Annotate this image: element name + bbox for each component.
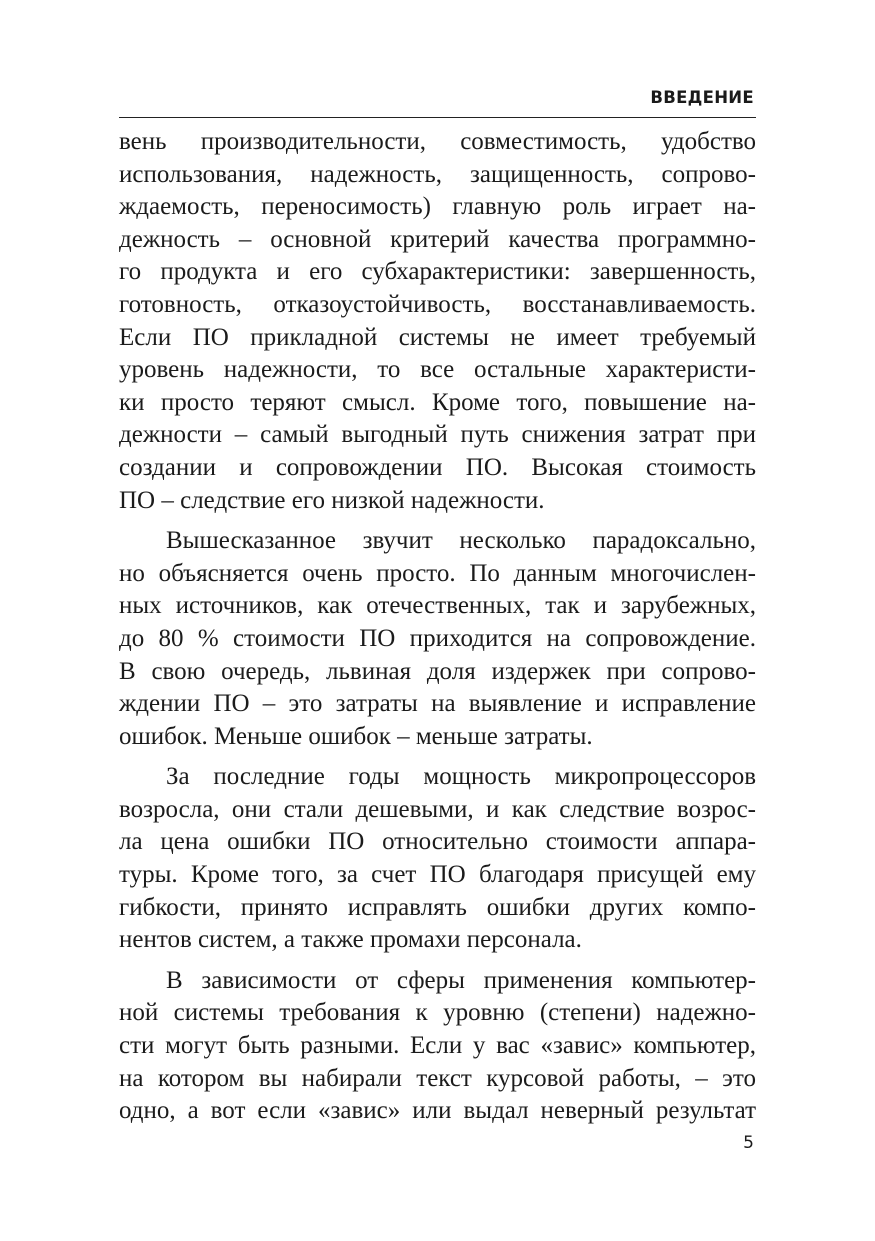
paragraph-gap [119,753,756,761]
body-text [119,126,756,1128]
paragraph-gap [119,957,756,965]
text-line: ошибок. Меньше ошибок – меньше затраты. [119,722,593,750]
text-line: ла цена ошибки ПО относительно стоимости аппара- [119,828,756,856]
paragraph-1 [119,126,756,517]
running-head-title: ВВЕДЕНИЕ [650,88,754,107]
text-line: нентов систем, а также промахи персонала. [119,926,582,954]
text-line: Вышесказанное звучит несколько парадоксально, [166,527,756,555]
text-line: вень производительности, совместимость, удобство [119,128,756,155]
text-line: туры. Кроме того, за счет ПО благодаря присущей ему [119,861,756,889]
text-line: сти могут быть разными. Если у вас «завис» компьютер, [119,1032,756,1060]
text-line: ки просто теряют смысл. Кроме того, повышение на- [119,388,756,416]
text-line: дежности – самый выгодный путь снижения затрат при [119,421,756,449]
text-line: возросла, они стали дешевыми, и как следствие возрос- [119,795,756,823]
text-line: ждаемость, переносимость) главную роль играет на- [119,193,756,221]
text-line: создании и сопровождении ПО. Высокая стоимость [119,453,756,481]
text-line: В зависимости от сферы применения компьютер- [166,966,756,994]
text-line: на котором вы набирали текст курсовой работы, – это [119,1064,756,1092]
paragraph-4 [119,965,756,1128]
header-rule-divider [119,117,756,118]
paragraph-gap [119,517,756,525]
page-number: 5 [743,1133,754,1153]
text-line: но объясняется очень просто. По данным многочислен- [119,559,756,587]
text-line: использования, надежность, защищенность, сопрово- [119,160,756,188]
text-line: уровень надежности, то все остальные характеристи- [119,356,756,384]
text-line: За последние годы мощность микропроцессоров [166,763,756,791]
text-line: го продукта и его субхарактеристики: завершенность, [119,258,756,286]
text-line: ной системы требования к уровню (степени) надежно- [119,999,756,1027]
text-line: ных источников, как отечественных, так и зарубежных, [119,592,756,620]
text-line: одно, а вот если «завис» или выдал неверный результат [119,1097,756,1125]
text-line: В свою очередь, львиная доля издержек при сопрово- [119,657,756,685]
text-line: до 80 % стоимости ПО приходится на сопровождение. [119,624,756,652]
text-line: ПО – следствие его низкой надежности. [119,486,545,514]
text-line: ждении ПО – это затраты на выявление и исправление [119,690,756,718]
text-line: готовность, отказоустойчивость, восстанавливаемость. [119,290,756,318]
paragraph-3 [119,761,756,957]
paragraph-2 [119,525,756,753]
text-line: дежность – основной критерий качества программно- [119,225,756,253]
text-line: гибкости, принято исправлять ошибки других компо- [119,893,756,921]
text-line: Если ПО прикладной системы не имеет требуемый [119,323,756,351]
